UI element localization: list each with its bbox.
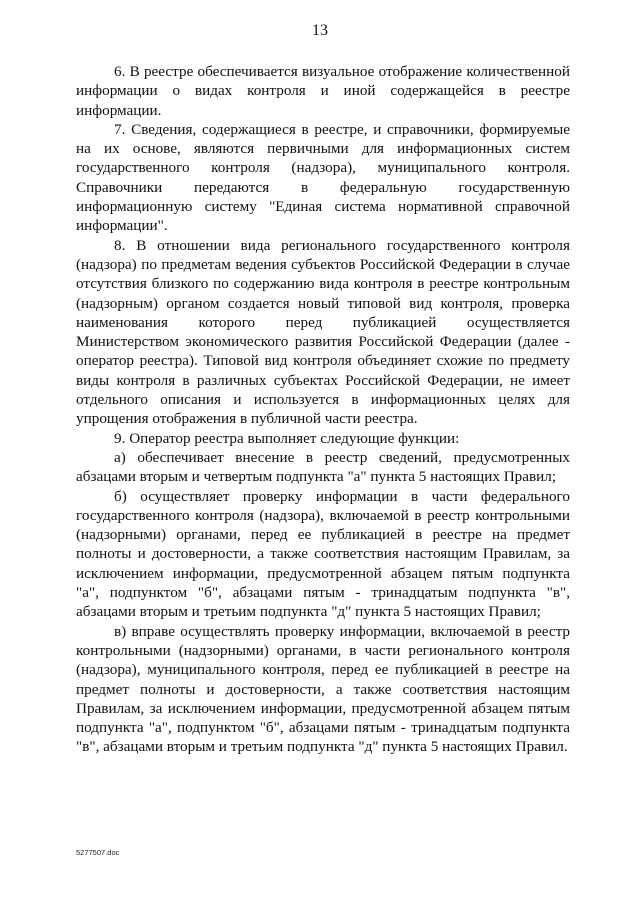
document-body: [76, 62, 570, 757]
paragraph-8: 8. В отношении вида регионального государственного контроля (надзора) по предметам ведения субъектов Российской Федерации в случае отсутствия близкого по содержанию вида контроля в реестре контрольным (надзорным) органом создается новый типовой вид контроля, проверка наименования которого перед публикацией осуществляется Министерством экономического развития Российской Федерации (далее - оператор реестра). Типовой вид контроля объединяет схожие по предмету виды контроля в различных субъектах Российской Федерации, не имеет отдельного описания и используется в информационных целях для упрощения отображения в публичной части реестра.: [76, 236, 570, 428]
page-number: 13: [312, 22, 328, 39]
footer-file-code: 5277507.doc: [76, 848, 120, 857]
paragraph-6: 6. В реестре обеспечивается визуальное отображение количественной информации о видах контроля и иной содержащейся в реестре информации.: [76, 63, 570, 119]
subparagraph-b: б) осуществляет проверку информации в части федерального государственного контроля (надзора), включаемой в реестр контрольными (надзорными) органами, перед ее публикацией в реестре на предмет полноты и достоверности, а также соответствия настоящим Правилам, за исключением информации, предусмотренной абзацем пятым подпункта "а", подпунктом "б", абзацами пятым - тринадцатым подпункта "в", абзацами вторым и третьим подпункта "д" пункта 5 настоящих Правил;: [76, 487, 570, 621]
paragraph-9: 9. Оператор реестра выполняет следующие функции:: [114, 429, 460, 447]
paragraph-7: 7. Сведения, содержащиеся в реестре, и справочники, формируемые на их основе, являются первичными для информационных систем государственного контроля (надзора), муниципального контроля. Справочники передаются в федеральную государственную информационную систему "Единая система нормативной справочной информации".: [76, 120, 570, 235]
subparagraph-v: в) вправе осуществлять проверку информации, включаемой в реестр контрольными (надзорными) органами, в части регионального контроля (надзора), муниципального контроля, перед ее публикацией в реестре на предмет полноты и достоверности, а также соответствия настоящим Правилам, за исключением информации, предусмотренной абзацем пятым подпункта "а", подпунктом "б", абзацами пятым - тринадцатым подпункта "в", абзацами вторым и третьим подпункта "д" пункта 5 настоящих Правил.: [76, 622, 570, 756]
subparagraph-a: а) обеспечивает внесение в реестр сведений, предусмотренных абзацами вторым и четвертым подпункта "а" пункта 5 настоящих Правил;: [76, 448, 570, 486]
